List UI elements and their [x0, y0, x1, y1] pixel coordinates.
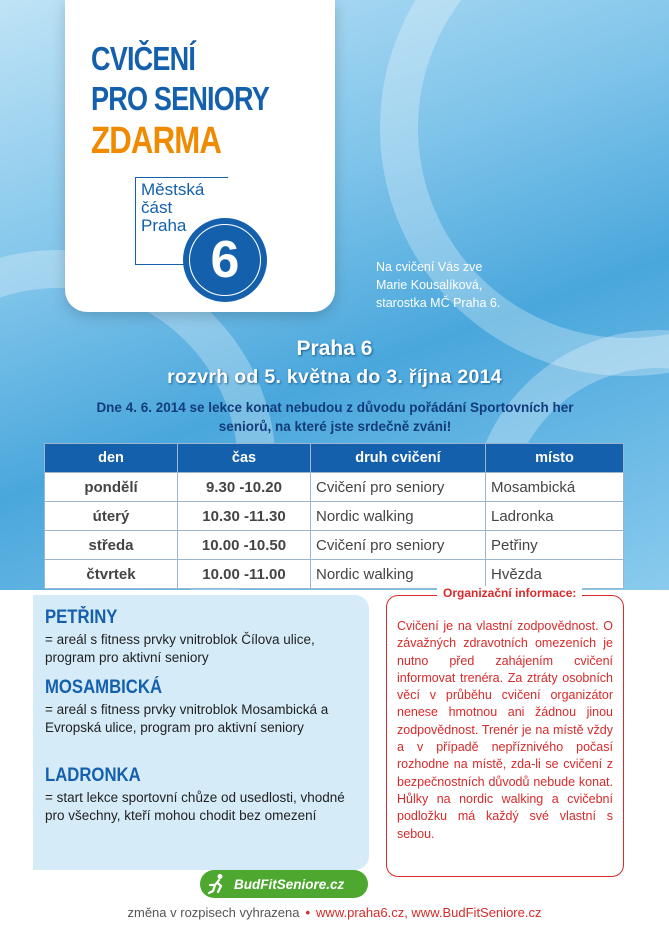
badge-label: BudFitSeniore.cz [234, 876, 345, 892]
cell-day: pondělí [45, 473, 178, 502]
table-header-row [45, 444, 624, 473]
location-desc-petriny: = areál s fitness prvky vnitroblok Čílova ulice, program pro aktivní seniory [45, 632, 315, 665]
location-desc-ladronka: = start lekce sportovní chůze od usedlosti, vhodné pro všechny, kteří mohou chodit bez omezení [45, 790, 345, 823]
cell-time: 10.30 -11.30 [178, 502, 311, 531]
column-header-time: čas [178, 444, 311, 473]
cell-place: Mosambická [486, 473, 624, 502]
notice-line-2: seniorů, na které jste srdečně zváni! [218, 419, 452, 434]
location-desc-mosambicka: = areál s fitness prvky vnitroblok Mosambická a Evropská ulice, program pro aktivní seniory [45, 702, 329, 735]
cell-type: Cvičení pro seniory [311, 531, 486, 560]
table-row [45, 502, 624, 531]
runner-icon [204, 872, 230, 896]
cell-place: Ladronka [486, 502, 624, 531]
invite-line-3: starostka MČ Praha 6. [376, 296, 501, 310]
schedule-period: rozvrh od 5. května do 3. října 2014 [167, 366, 502, 388]
logo-text-line-2: část [141, 198, 173, 217]
logo-text-line-1: Městská [141, 180, 205, 199]
location-name-petriny: PETŘINY [45, 607, 118, 628]
logo-text-line-3: Praha [141, 216, 187, 235]
table-row [45, 473, 624, 502]
invitation-text [376, 258, 500, 312]
cell-time: 10.00 -11.00 [178, 560, 311, 589]
cell-place: Hvězda [486, 560, 624, 589]
organization-info-box [386, 586, 624, 877]
column-header-place: místo [486, 444, 624, 473]
organization-info-text: Cvičení je na vlastní zodpovědnost. O závažných zdravotních omezeních je nutno před zahájením cvičení informovat trenéra. Za ztráty osobních věcí v průběhu cvičení organizátor nenese hmotnou ani žádnou jinou zodpovědnost. Trenér je na místě vždy a v případě nepříznivého počasí rozhodne na místě, zda-li se cvičení z bezpečnostních důvodů nebude konat. Hůlky na nordic walking a cvičební podložku má každý své vlastní s sebou. [397, 619, 613, 841]
title-card [65, 0, 335, 312]
title-line-2: PRO SENIORY [91, 80, 269, 117]
organization-info-title: Organizační informace: [437, 586, 582, 600]
cell-day: čtvrtek [45, 560, 178, 589]
location-name-ladronka: LADRONKA [45, 765, 141, 786]
cell-time: 9.30 -10.20 [178, 473, 311, 502]
title-line-1: CVIČENÍ [91, 40, 196, 77]
footer-websites[interactable]: www.praha6.cz, www.BudFitSeniore.cz [316, 905, 542, 920]
location-name-mosambicka: MOSAMBICKÁ [45, 677, 163, 698]
cell-place: Petřiny [486, 531, 624, 560]
footer-note: změna v rozpisech vyhrazena [127, 905, 300, 920]
budfit-badge[interactable] [200, 870, 368, 898]
cell-time: 10.00 -10.50 [178, 531, 311, 560]
table-row [45, 560, 624, 589]
invite-line-1: Na cvičení Vás zve [376, 260, 483, 274]
logo-number: 6 [190, 225, 260, 295]
locations-panel [33, 595, 369, 870]
title-line-3: ZDARMA [91, 120, 222, 162]
notice-line-1: Dne 4. 6. 2014 se lekce konat nebudou z důvodu pořádání Sportovních her [96, 400, 574, 415]
footer [0, 905, 669, 920]
table-row [45, 531, 624, 560]
city-heading: Praha 6 [296, 337, 373, 360]
cell-type: Nordic walking [311, 502, 486, 531]
logo-number-circle [183, 218, 267, 302]
cancellation-notice [30, 398, 640, 436]
background-swirl [380, 0, 669, 376]
column-header-day: den [45, 444, 178, 473]
cell-type: Nordic walking [311, 560, 486, 589]
column-header-type: druh cvičení [311, 444, 486, 473]
cell-type: Cvičení pro seniory [311, 473, 486, 502]
invite-line-2: Marie Kousalíková, [376, 278, 483, 292]
footer-bullet: • [305, 905, 311, 920]
cell-day: středa [45, 531, 178, 560]
cell-day: úterý [45, 502, 178, 531]
schedule-table [44, 443, 624, 589]
